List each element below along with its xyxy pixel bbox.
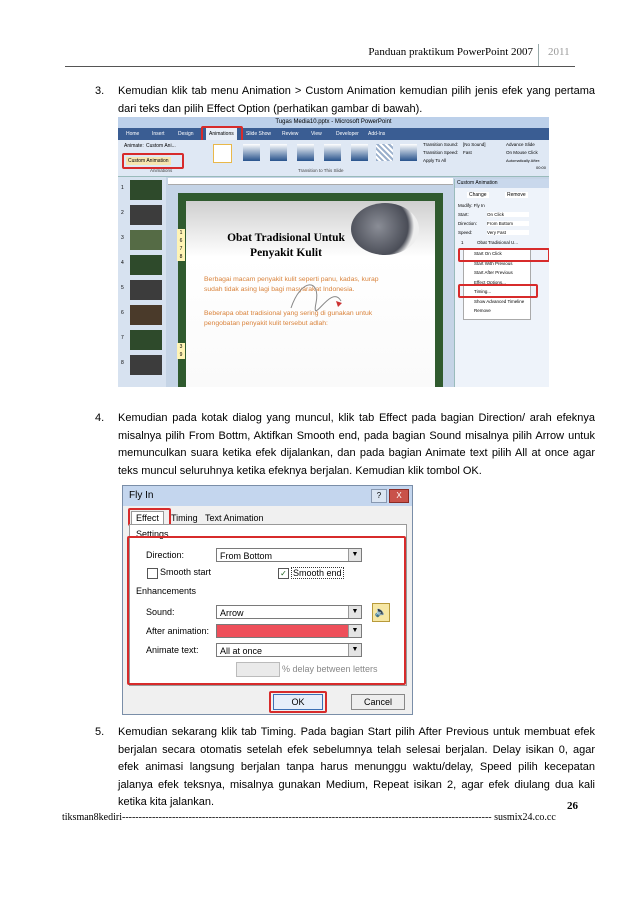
change-button[interactable]: Change — [469, 192, 487, 198]
advance-slide-label: Advance Slide — [506, 142, 535, 147]
slide-thumb[interactable] — [130, 255, 162, 275]
on-mouse-click-checkbox[interactable]: On Mouse Click — [506, 150, 538, 155]
modify-label: Modify: Fly In — [458, 203, 485, 208]
thumb-number: 4 — [121, 260, 124, 266]
start-select[interactable]: On Click — [487, 212, 529, 217]
step-5 — [95, 724, 595, 812]
direction-select[interactable]: From Bottom — [487, 221, 529, 226]
menu-remove[interactable]: Remove — [474, 308, 491, 313]
highlight-settings — [127, 536, 406, 685]
tab-text-animation[interactable]: Text Animation — [205, 513, 264, 523]
step-text: Kemudian pada kotak dialog yang muncul, klik tab Effect pada bagian Direction/ arah efeknya misalnya pilih From Bottm, Aktifkan Smooth end, pada bagian Sound misalnya pilih Arrow untuk memunculkan suara ketika efek dijalankan, dan pada bagian Animate text pilih All at once agar teks muncul seluruhnya ketika efeknya berjalan. Kemudian klik tombol OK. — [118, 412, 595, 477]
slide-thumb[interactable] — [130, 330, 162, 350]
thumb-number: 7 — [121, 335, 124, 341]
thumb-number: 6 — [121, 310, 124, 316]
marker[interactable]: 3 — [179, 344, 183, 350]
ppt-tab-row — [118, 128, 549, 140]
slide-thumb[interactable] — [130, 280, 162, 300]
animation-item[interactable]: Obat Tradisional U... — [477, 240, 519, 245]
settings-label: Settings — [136, 529, 169, 539]
fly-in-dialog — [122, 485, 413, 715]
tab-animations[interactable]: Animations — [206, 128, 237, 140]
tab-insert[interactable]: Insert — [152, 131, 165, 137]
ppt-window-title: Tugas Media10.pptx - Microsoft PowerPoint — [275, 119, 392, 125]
thumb-number: 8 — [121, 360, 124, 366]
group-transition-label: Transition to This Slide — [298, 168, 344, 173]
step-number: 3. — [95, 85, 105, 97]
animate-text-value: All at once — [220, 646, 263, 656]
chevron-down-icon: ▼ — [348, 606, 361, 618]
animate-text-label: Animate text: — [146, 645, 199, 655]
step-number: 4. — [95, 412, 105, 424]
sound-value: Arrow — [220, 608, 244, 618]
step-text: Kemudian klik tab menu Animation > Custom Animation kemudian pilih jenis efek yang pertama dari teks dan pilih Effect Option (perhatikan gambar di bawah). — [118, 85, 595, 115]
thumb-number: 3 — [121, 235, 124, 241]
menu-effect-options[interactable]: Effect Options... — [474, 279, 506, 285]
highlight-effect-options — [458, 284, 538, 298]
speed-label: Speed: — [458, 230, 473, 235]
after-animation-label: After animation: — [146, 626, 210, 636]
slide-body-1: Berbagai macam penyakit kulit seperti panu, kadas, kurap sudah tidak asing lagi bagi masyarakat Indonesia. — [204, 276, 379, 293]
header-title: Panduan praktikum PowerPoint 2007 — [368, 46, 533, 58]
step-text: Kemudian sekarang klik tab Timing. Pada bagian Start pilih After Previous untuk membuat efek berjalan secara otomatis setelah efek sebelumnya telah selesai berjalan. Delay isikan 0, agar efek animasi langsung berjalan tanpa harus menunggu waktu/delay, Speed pilih kecepatan jalanya efek teksnya, misalnya gunakan Medium, Repeat isikan 2, agar efek diulang dua kali ketika kita jalankan. — [118, 726, 595, 808]
transition-thumb[interactable] — [297, 144, 314, 161]
smooth-start-label: Smooth start — [160, 567, 212, 577]
header-separator — [538, 44, 539, 66]
step-3 — [95, 83, 595, 118]
transition-thumb[interactable] — [324, 144, 341, 161]
transition-thumb[interactable] — [351, 144, 368, 161]
marker[interactable]: 6 — [179, 238, 183, 244]
cancel-button[interactable]: Cancel — [351, 694, 405, 710]
animation-markers — [177, 229, 185, 261]
transition-thumb[interactable] — [213, 144, 232, 163]
transition-thumb[interactable] — [376, 144, 393, 161]
tab-developer[interactable]: Developer — [336, 131, 359, 137]
transition-sound-label: Transition Sound: — [423, 142, 459, 147]
tab-home[interactable]: Home — [126, 131, 140, 137]
auto-after-value[interactable]: 00:00 — [536, 165, 547, 170]
enhancements-label: Enhancements — [136, 586, 197, 596]
slide-title: Obat Tradisional Untuk Penyakit Kulit — [227, 232, 345, 259]
transition-thumb[interactable] — [270, 144, 287, 161]
transition-speed-value[interactable]: Fast — [463, 150, 472, 155]
auto-after-label: Automatically After: — [506, 158, 541, 163]
dialog-title: Fly In — [129, 490, 154, 501]
tab-review[interactable]: Review — [282, 131, 299, 137]
marker[interactable]: 9 — [179, 352, 183, 358]
marker[interactable]: 8 — [179, 254, 183, 260]
step-number: 5. — [95, 726, 105, 738]
delay-suffix: % delay between letters — [282, 664, 378, 674]
chevron-down-icon: ▼ — [348, 549, 361, 561]
menu-start-on-click[interactable]: Start On Click — [474, 251, 502, 256]
footer-text: tiksman8kediri--------------------------------------------------------------------------------------------------------------- susmix24.co.cc — [62, 812, 556, 823]
direction-label: Direction: — [146, 550, 185, 560]
apply-to-all-button[interactable]: Apply To All — [423, 158, 447, 163]
highlight-custom-animation — [122, 153, 184, 169]
slide-thumb[interactable] — [130, 205, 162, 225]
ppt-title-bar — [118, 117, 549, 128]
sound-label: Sound: — [146, 607, 175, 617]
page-header — [0, 44, 638, 66]
highlight-ok — [269, 691, 327, 713]
remove-button[interactable]: Remove — [507, 192, 526, 198]
smooth-end-checkbox[interactable]: ✓ — [278, 568, 289, 579]
help-button[interactable]: ? — [371, 489, 387, 503]
animation-markers-lower — [177, 343, 185, 359]
motion-path-icon — [286, 273, 346, 313]
transition-thumb[interactable] — [243, 144, 260, 161]
tab-timing[interactable]: Timing — [171, 513, 198, 523]
slide-thumb[interactable] — [130, 305, 162, 325]
ruler — [168, 178, 453, 185]
slide-thumb[interactable] — [130, 180, 162, 200]
header-year: 2011 — [548, 46, 570, 58]
slide-inner — [186, 201, 435, 387]
custom-animation-pane — [454, 179, 549, 387]
start-label: Start: — [458, 212, 469, 217]
close-button[interactable]: X — [389, 489, 409, 503]
menu-start-after-previous[interactable]: Start After Previous — [474, 270, 513, 275]
thumb-number: 5 — [121, 285, 124, 291]
slide-thumb[interactable] — [130, 355, 162, 375]
marker[interactable]: 7 — [179, 246, 183, 252]
chevron-down-icon: ▼ — [348, 625, 361, 637]
tab-view[interactable]: View — [311, 131, 322, 137]
step-4 — [95, 410, 595, 480]
smooth-end-label: Smooth end — [293, 568, 342, 578]
ok-button[interactable]: OK — [273, 694, 323, 710]
tab-slide-show[interactable]: Slide Show — [246, 131, 272, 137]
animate-label: Animate: — [124, 143, 144, 149]
slide-thumb[interactable] — [130, 230, 162, 250]
powerpoint-screenshot — [118, 117, 549, 387]
animate-value[interactable]: Custom Ani... — [146, 143, 176, 149]
direction-value: From Bottom — [220, 551, 273, 561]
transition-speed-label: Transition Speed: — [423, 150, 459, 155]
direction-label: Direction: — [458, 221, 478, 226]
dialog-title-bar — [123, 486, 412, 506]
thumb-number: 1 — [121, 185, 124, 191]
slide-body-2: Beberapa obat tradisional yang sering di gunakan untuk pengobatan penyakit kulit tersebut adlah: — [204, 310, 373, 327]
tab-design[interactable]: Design — [178, 131, 194, 137]
group-animations-label: Animations — [150, 168, 173, 173]
chevron-down-icon: ▼ — [348, 644, 361, 656]
custom-animation-button[interactable]: Custom Animation — [128, 158, 169, 164]
marker[interactable]: 1 — [179, 230, 183, 236]
header-rule — [65, 66, 575, 67]
transition-sound-value[interactable]: [No Sound] — [463, 142, 486, 147]
speed-select[interactable]: Very Fast — [487, 230, 529, 235]
slide-thumbnails — [118, 177, 166, 387]
tab-effect[interactable]: Effect — [131, 511, 164, 524]
page-number: 26 — [567, 800, 578, 812]
slide-canvas — [178, 193, 443, 387]
speaker-icon[interactable]: 🔈 — [372, 603, 390, 622]
menu-timing[interactable]: Timing... — [474, 289, 492, 294]
item-number: 1 — [461, 240, 464, 245]
transition-thumb[interactable] — [400, 144, 417, 161]
pane-title: Custom Animation — [455, 179, 549, 188]
menu-start-with-previous[interactable]: Start With Previous — [474, 260, 513, 266]
thumb-number: 2 — [121, 210, 124, 216]
menu-show-advanced-timeline[interactable]: Show Advanced Timeline — [474, 298, 525, 304]
tab-add-ins[interactable]: Add-Ins — [368, 131, 386, 137]
highlight-animation-item — [458, 248, 549, 262]
